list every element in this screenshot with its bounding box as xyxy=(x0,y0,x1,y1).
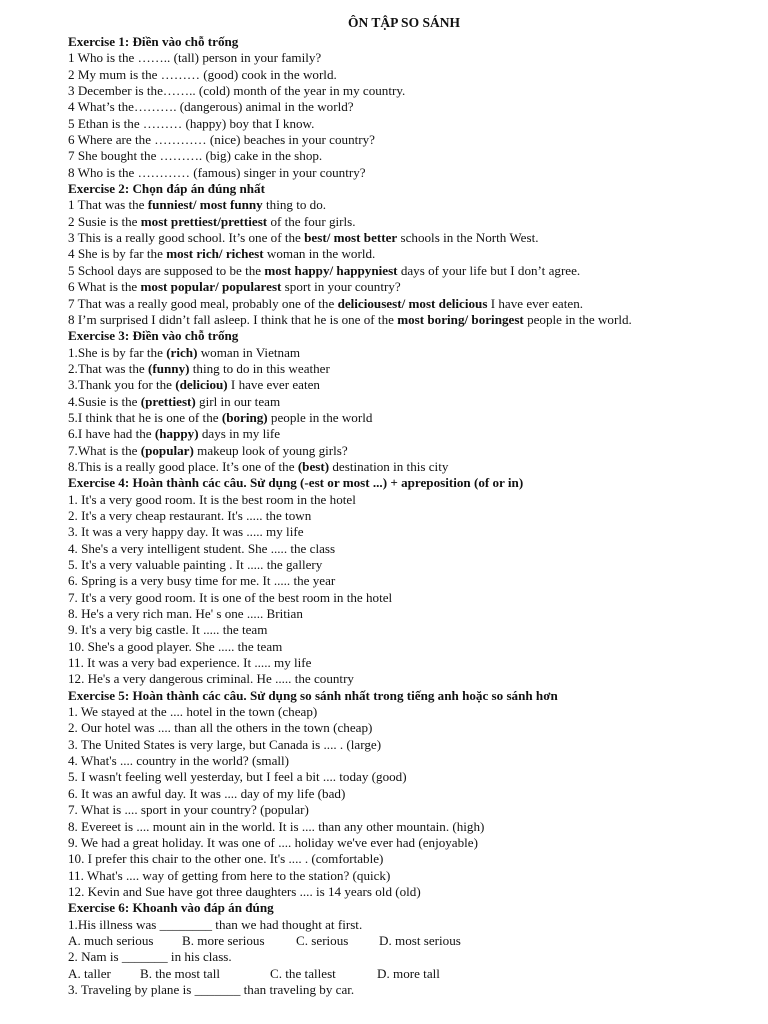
option-b: B. more serious xyxy=(182,932,265,948)
exercise-2 xyxy=(68,181,748,328)
exercise-1 xyxy=(68,34,748,181)
option-a: A. much serious xyxy=(68,932,154,948)
exercise-item: 12. Kevin and Sue have got three daughters .... is 14 years old (old) xyxy=(68,883,421,899)
exercise-item: 1.She is by far the (rich) woman in Vietnam xyxy=(68,344,301,360)
exercise-item: 7. What is .... sport in your country? (popular) xyxy=(68,802,309,818)
exercise-heading: Exercise 4: Hoàn thành các câu. Sử dụng (-est or most ...) + apreposition (of or in) xyxy=(68,475,524,491)
exercise-item: 8.This is a really good place. It’s one of the (best) destination in this city xyxy=(68,458,449,474)
exercise-item: 6 Where are the ………… (nice) beaches in your country? xyxy=(68,132,375,148)
question: 3. Traveling by plane is _______ than traveling by car. xyxy=(68,981,355,997)
exercise-item: 7 That was a really good meal, probably one of the deliciousest/ most delicious I have ever eaten. xyxy=(68,295,584,311)
exercise-item: 9. We had a great holiday. It was one of .... holiday we've ever had (enjoyable) xyxy=(68,834,478,850)
exercise-item: 3.Thank you for the (deliciou) I have ever eaten xyxy=(68,377,320,393)
exercise-item: 3 December is the…….. (cold) month of the year in my country. xyxy=(68,83,406,99)
exercise-item: 3. The United States is very large, but Canada is .... . (large) xyxy=(68,736,382,752)
question: 2. Nam is _______ in his class. xyxy=(68,949,232,965)
exercise-item: 3 This is a really good school. It’s one of the best/ most better schools in the North West. xyxy=(68,230,539,246)
exercise-heading: Exercise 1: Điền vào chỗ trống xyxy=(68,34,239,49)
exercise-item: 4. She's a very intelligent student. She ..... the class xyxy=(68,540,336,556)
exercise-item: 2. It's a very cheap restaurant. It's ..... the town xyxy=(68,507,312,523)
exercise-item: 4. What's .... country in the world? (small) xyxy=(68,753,290,769)
exercise-item: 5.I think that he is one of the (boring) people in the world xyxy=(68,409,373,425)
exercise-item: 1 Who is the …….. (tall) person in your family? xyxy=(68,50,322,66)
exercise-heading: Exercise 2: Chọn đáp án đúng nhất xyxy=(68,181,265,197)
exercise-item: 1. We stayed at the .... hotel in the town (cheap) xyxy=(68,704,318,720)
exercise-4 xyxy=(68,475,748,687)
exercise-item: 11. It was a very bad experience. It ..... my life xyxy=(68,655,312,671)
exercise-item: 2. Our hotel was .... than all the others in the town (cheap) xyxy=(68,720,373,736)
exercise-item: 1 That was the funniest/ most funny thing to do. xyxy=(68,197,327,213)
exercise-item: 5 School days are supposed to be the most happy/ happyniest days of your life but I don’t agree. xyxy=(68,262,581,278)
exercise-heading: Exercise 5: Hoàn thành các câu. Sử dụng so sánh nhất trong tiếng anh hoặc so sánh hơn xyxy=(68,687,558,703)
exercise-item: 4 What’s the………. (dangerous) animal in the world? xyxy=(68,99,354,115)
exercise-item: 10. I prefer this chair to the other one. It's .... . (comfortable) xyxy=(68,851,384,867)
exercise-item: 7 She bought the ………. (big) cake in the shop. xyxy=(68,148,323,164)
exercise-item: 10. She's a good player. She ..... the team xyxy=(68,638,283,654)
exercise-heading: Exercise 3: Điền vào chỗ trống xyxy=(68,328,239,344)
answer-options xyxy=(68,933,748,949)
question: 1.His illness was ________ than we had thought at first. xyxy=(68,916,363,932)
option-c: C. serious xyxy=(296,932,349,948)
exercise-item: 5. It's a very valuable painting . It ..... the gallery xyxy=(68,557,323,572)
exercise-item: 6.I have had the (happy) days in my life xyxy=(68,426,281,442)
exercise-3 xyxy=(68,328,748,475)
exercise-item: 8. He's a very rich man. He' s one ..... Britian xyxy=(68,606,303,622)
exercise-item: 4 She is by far the most rich/ richest woman in the world. xyxy=(68,246,376,262)
option-a: A. taller xyxy=(68,965,111,981)
exercise-item: 8 Who is the ………… (famous) singer in your country? xyxy=(68,164,366,180)
exercise-item: 8. Evereet is .... mount ain in the world. It is .... than any other mountain. (high) xyxy=(68,818,485,834)
exercise-item: 5 Ethan is the ……… (happy) boy that I know. xyxy=(68,115,315,131)
exercise-heading: Exercise 6: Khoanh vào đáp án đúng xyxy=(68,900,274,916)
option-d: D. most serious xyxy=(379,932,461,948)
exercise-item: 1. It's a very good room. It is the best room in the hotel xyxy=(68,491,356,507)
exercise-6 xyxy=(68,900,748,998)
exercise-item: 2 My mum is the ……… (good) cook in the world. xyxy=(68,66,337,82)
exercise-item: 9. It's a very big castle. It ..... the team xyxy=(68,622,268,638)
exercise-item: 4.Susie is the (prettiest) girl in our team xyxy=(68,393,281,409)
exercise-item: 2 Susie is the most prettiest/prettiest of the four girls. xyxy=(68,213,356,229)
exercise-5 xyxy=(68,688,748,900)
exercise-item: 7.What is the (popular) makeup look of young girls? xyxy=(68,442,348,458)
page-title: ÔN TẬP SO SÁNH xyxy=(348,15,460,30)
answer-options xyxy=(68,966,748,982)
exercise-item: 6 What is the most popular/ popularest sport in your country? xyxy=(68,279,401,295)
exercise-item: 8 I’m surprised I didn’t fall asleep. I think that he is one of the most boring/ boringest people in the world. xyxy=(68,311,632,327)
option-b: B. the most tall xyxy=(140,965,221,981)
exercise-item: 11. What's .... way of getting from here to the station? (quick) xyxy=(68,867,391,883)
exercise-item: 6. Spring is a very busy time for me. It ..... the year xyxy=(68,573,336,589)
exercise-item: 7. It's a very good room. It is one of the best room in the hotel xyxy=(68,589,393,605)
option-c: C. the tallest xyxy=(270,965,336,981)
option-d: D. more tall xyxy=(377,965,440,981)
exercise-item: 2.That was the (funny) thing to do in this weather xyxy=(68,360,330,376)
exercise-item: 5. I wasn't feeling well yesterday, but I feel a bit .... today (good) xyxy=(68,769,407,785)
exercise-item: 6. It was an awful day. It was .... day of my life (bad) xyxy=(68,785,346,801)
exercise-item: 12. He's a very dangerous criminal. He ..... the country xyxy=(68,671,354,687)
exercise-item: 3. It was a very happy day. It was ..... my life xyxy=(68,524,304,540)
